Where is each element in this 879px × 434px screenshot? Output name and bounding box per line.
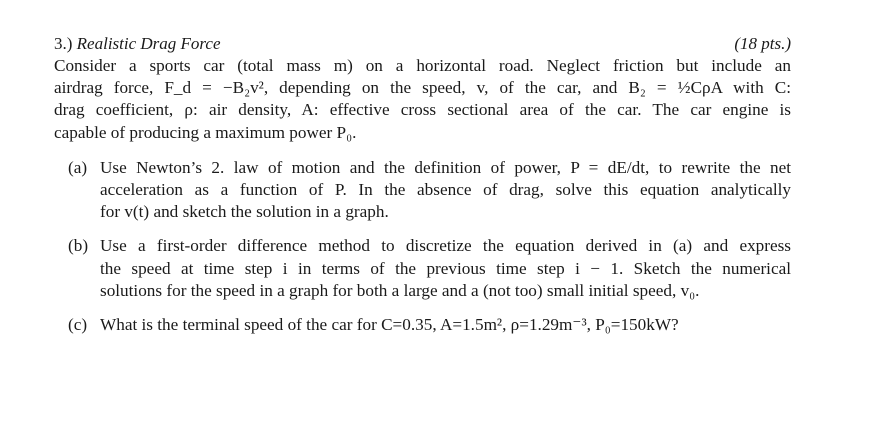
part-line: solutions for the speed in a graph for both a large and a (not too) small initial speed, v₀. [100, 280, 700, 300]
part-a [54, 157, 791, 224]
part-line: Use Newton’s 2. law of motion and the definition of power, P = dE/dt, to rewrite the net [100, 157, 791, 177]
intro-line: Consider a sports car (total mass m) on a horizontal road. Neglect friction but include an [54, 56, 791, 75]
problem-name: Realistic Drag Force [76, 34, 221, 53]
part-text [100, 235, 791, 302]
part-text [100, 157, 791, 224]
problem-intro [54, 55, 791, 144]
intro-line: airdrag force, F_d = −B₂v², depending on the speed, v, of the car, and B₂ = ½CρA with C: [54, 78, 791, 98]
part-b [54, 235, 791, 302]
problem-parts [54, 157, 791, 336]
part-label: (b) [68, 236, 89, 256]
part-c [54, 314, 791, 336]
intro-line: capable of producing a maximum power P₀. [54, 122, 357, 142]
part-line: for v(t) and sketch the solution in a graph. [100, 202, 389, 222]
part-line: the speed at time step i in terms of the previous time step i − 1. Sketch the numerical [100, 258, 791, 278]
part-line: Use a first-order difference method to discretize the equation derived in (a) and express [100, 236, 791, 256]
problem-page [54, 31, 791, 336]
part-line: acceleration as a function of P. In the absence of drag, solve this equation analytically [100, 180, 791, 200]
part-label: (a) [68, 157, 88, 177]
intro-line: drag coefficient, ρ: air density, A: effective cross sectional area of the car. The car engine is [54, 100, 791, 120]
problem-points: (18 pts.) [734, 34, 791, 53]
problem-header [54, 31, 791, 55]
part-label: (c) [68, 315, 88, 335]
problem-title [54, 34, 221, 54]
part-line: What is the terminal speed of the car for C=0.35, A=1.5m², ρ=1.29m⁻³, P₀=150kW? [100, 315, 679, 335]
part-text [100, 314, 791, 336]
problem-number: 3.) [54, 34, 73, 53]
